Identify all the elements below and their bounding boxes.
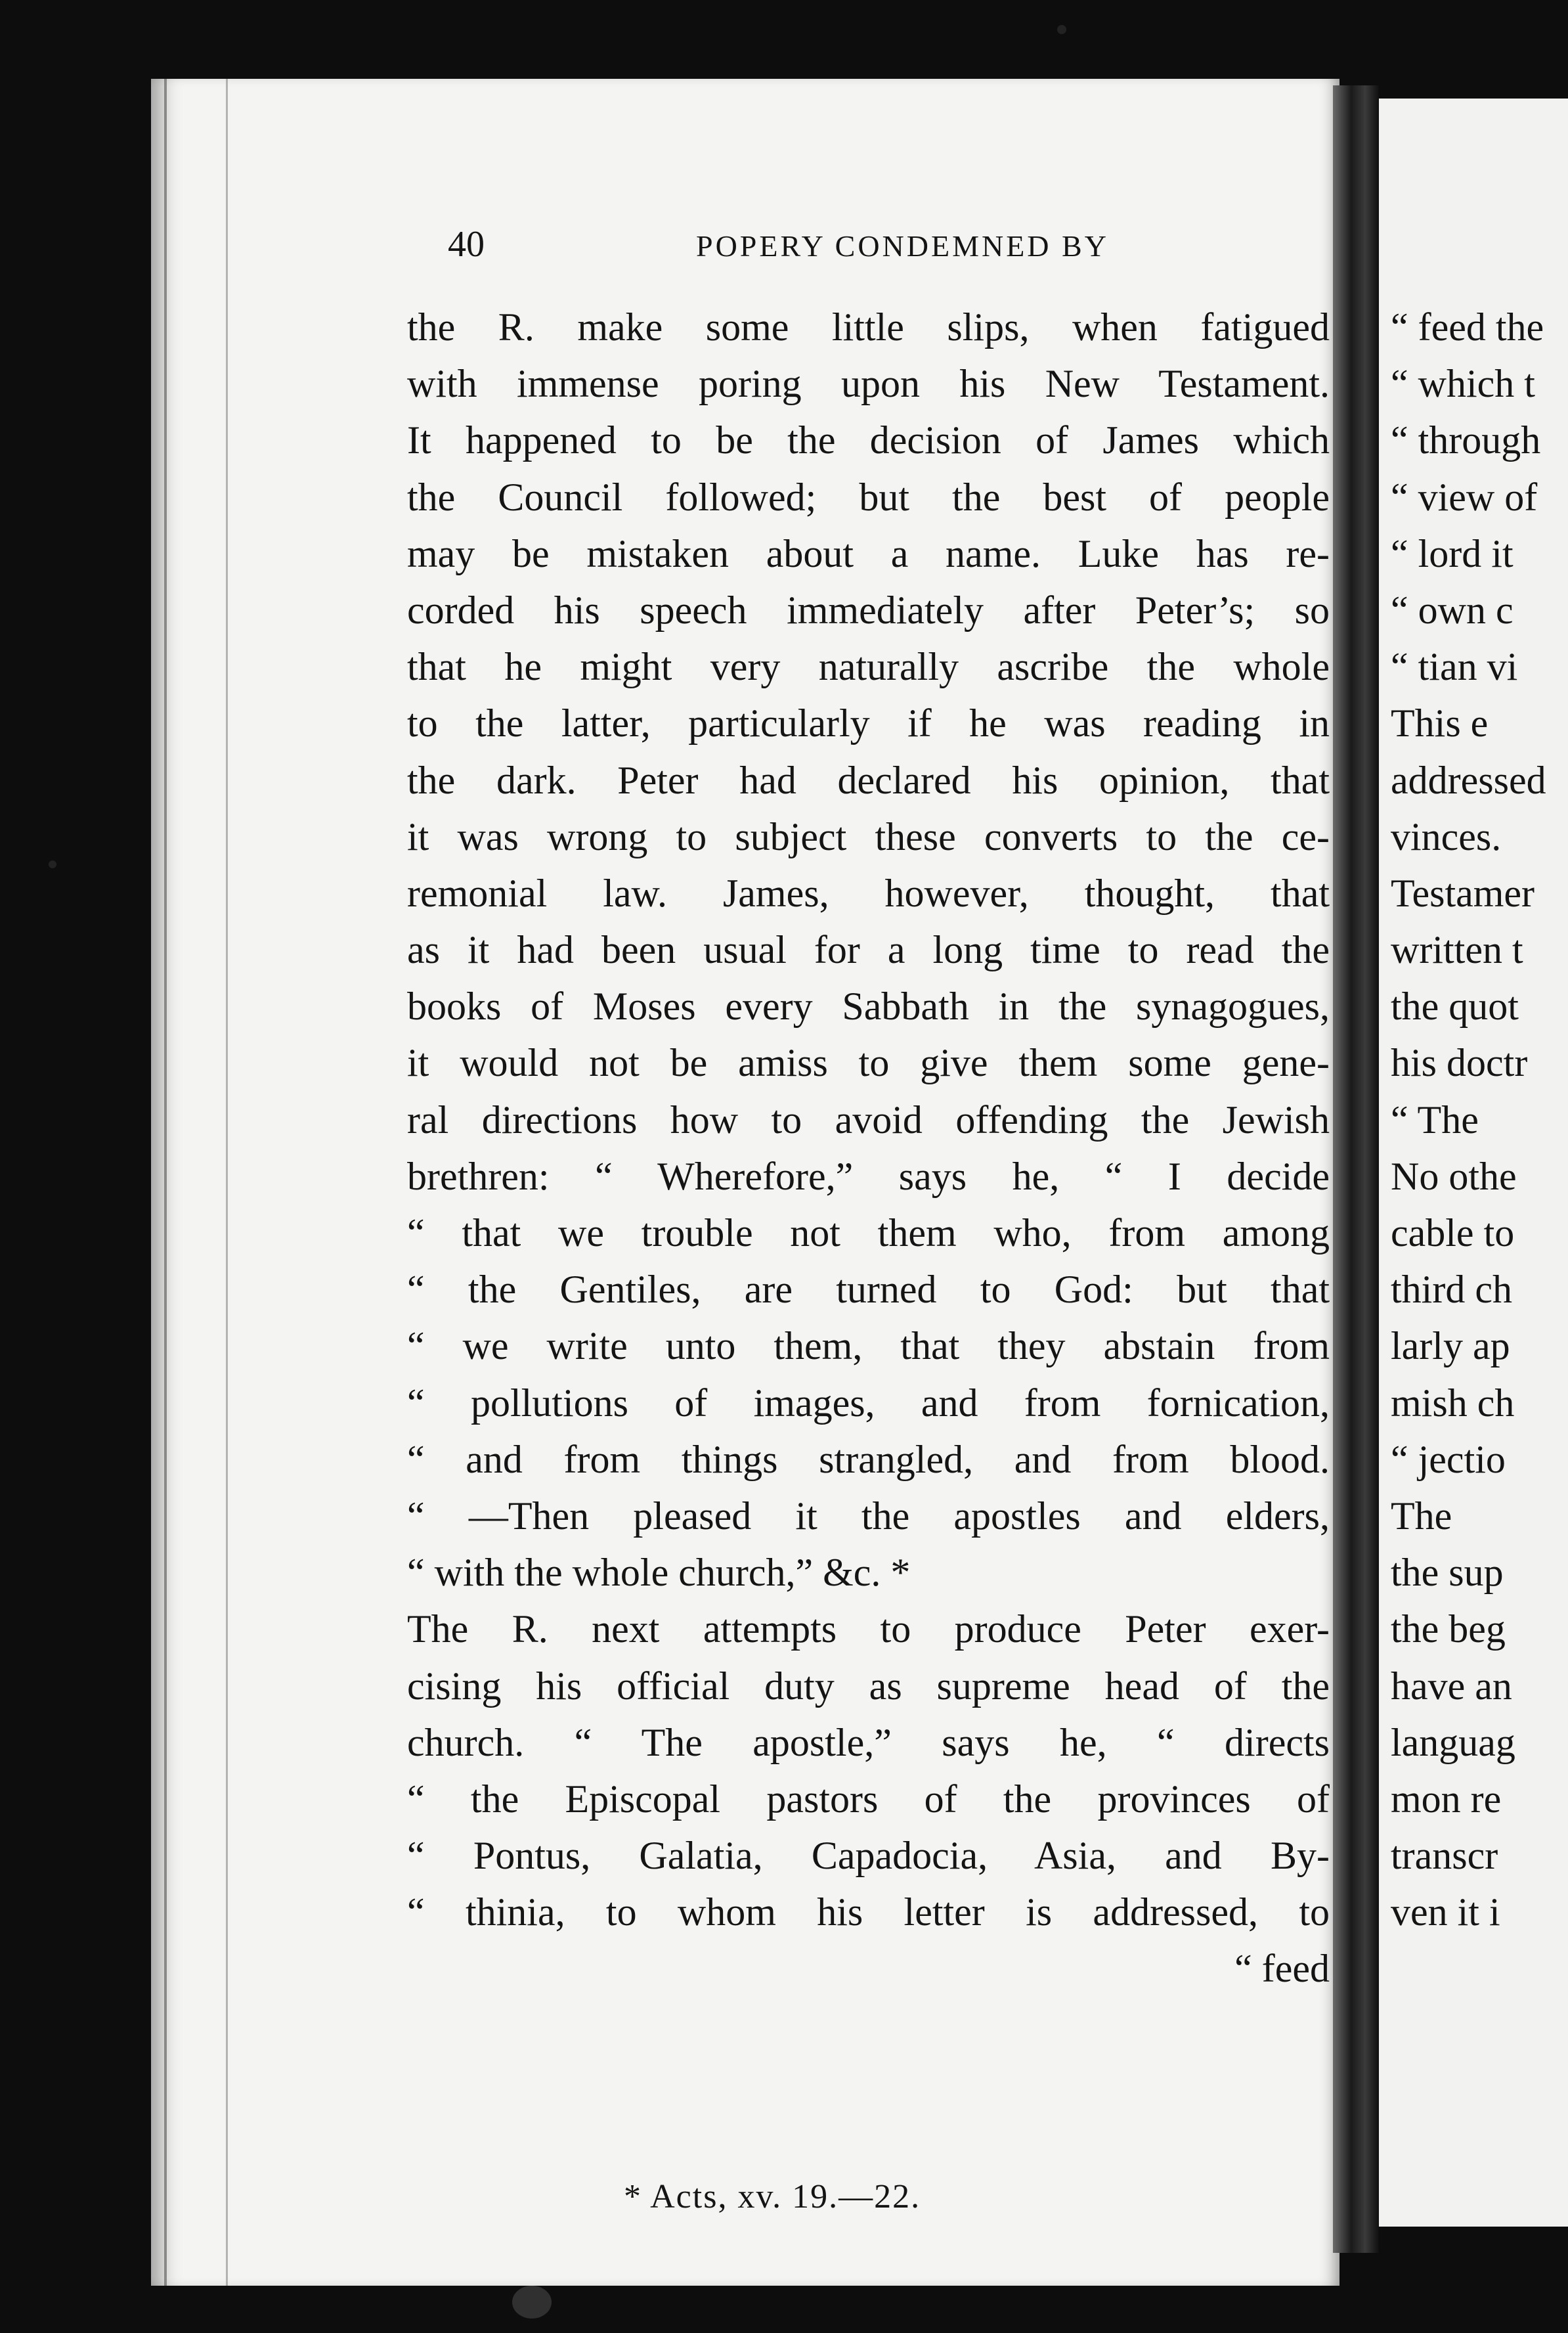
text-line: church. “ The apostle,” says he, “ directs xyxy=(407,1720,1330,1764)
text-line: “ pollutions of images, and from fornication, xyxy=(407,1381,1330,1425)
right-page-line: mon re xyxy=(1391,1777,1502,1821)
text-line: “ the Gentiles, are turned to God: but that xyxy=(407,1268,1330,1312)
text-line: “ thinia, to whom his letter is addressed, to xyxy=(407,1890,1330,1934)
right-page-line: have an xyxy=(1391,1664,1512,1708)
scan-speck xyxy=(1057,25,1066,34)
text-line: “ that we trouble not them who, from among xyxy=(407,1211,1330,1255)
book-gutter xyxy=(1333,85,1379,2253)
page-edge-shadow xyxy=(164,79,228,2286)
footnote: * Acts, xv. 19.—22. xyxy=(624,2178,921,2215)
text-line: cising his official duty as supreme head of the xyxy=(407,1664,1330,1708)
right-page-clip xyxy=(1379,99,1568,2227)
right-page-line: “ which t xyxy=(1391,362,1535,406)
right-page-line: “ The xyxy=(1391,1098,1479,1142)
right-page-line: the sup xyxy=(1391,1551,1504,1595)
right-page-line: mish ch xyxy=(1391,1381,1515,1425)
right-page-line: The xyxy=(1391,1494,1452,1538)
right-page-line: larly ap xyxy=(1391,1324,1510,1368)
text-line: “ the Episcopal pastors of the provinces of xyxy=(407,1777,1330,1821)
text-line: the R. make some little slips, when fatigued xyxy=(407,305,1330,349)
right-page-line: cable to xyxy=(1391,1211,1515,1255)
right-page-line: “ tian vi xyxy=(1391,645,1518,689)
text-line: remonial law. James, however, thought, that xyxy=(407,871,1330,915)
right-page-line: ven it i xyxy=(1391,1890,1500,1934)
text-line: corded his speech immediately after Peter’s; so xyxy=(407,588,1330,632)
text-line: It happened to be the decision of James which xyxy=(407,418,1330,462)
text-line: “ with the whole church,” &c. * xyxy=(407,1551,911,1595)
right-page-line: his doctr xyxy=(1391,1041,1528,1085)
running-head-text: POPERY CONDEMNED BY xyxy=(696,229,1109,263)
text-line: as it had been usual for a long time to read the xyxy=(407,928,1330,972)
right-page-line: Testamer xyxy=(1391,871,1535,915)
text-line: the dark. Peter had declared his opinion, that xyxy=(407,758,1330,802)
text-line: may be mistaken about a name. Luke has re- xyxy=(407,531,1330,575)
right-page-text xyxy=(1391,299,1568,1940)
right-page-line: addressed xyxy=(1391,758,1546,802)
right-page-line: “ through xyxy=(1391,418,1541,462)
right-page-line: This e xyxy=(1391,701,1489,745)
text-line: The R. next attempts to produce Peter exer- xyxy=(407,1607,1330,1651)
text-line: it would not be amiss to give them some gene- xyxy=(407,1041,1330,1085)
right-page-line: “ jectio xyxy=(1391,1437,1506,1481)
text-line: “ and from things strangled, and from blood. xyxy=(407,1437,1330,1481)
scan-speck xyxy=(49,860,56,868)
page-number: 40 xyxy=(448,224,485,265)
text-line: to the latter, particularly if he was reading in xyxy=(407,701,1330,745)
right-page-line: third ch xyxy=(1391,1268,1512,1312)
right-page-line: “ view of xyxy=(1391,475,1538,519)
text-line: brethren: “ Wherefore,” says he, “ I decide xyxy=(407,1154,1330,1198)
right-page-line: “ own c xyxy=(1391,588,1514,632)
right-page-line: the quot xyxy=(1391,985,1519,1029)
text-line: “ we write unto them, that they abstain from xyxy=(407,1324,1330,1368)
right-page-line: written t xyxy=(1391,928,1523,972)
right-page-line: No othe xyxy=(1391,1154,1517,1198)
text-line: “ —Then pleased it the apostles and elders, xyxy=(407,1494,1330,1538)
text-line: the Council followed; but the best of people xyxy=(407,475,1330,519)
right-page-line: languag xyxy=(1391,1720,1515,1764)
right-page-line: “ feed the xyxy=(1391,305,1544,349)
main-text-block xyxy=(407,299,1330,1997)
right-page-line: the beg xyxy=(1391,1607,1506,1651)
text-line: books of Moses every Sabbath in the synagogues, xyxy=(407,985,1330,1029)
text-line: with immense poring upon his New Testament. xyxy=(407,362,1330,406)
text-line: that he might very naturally ascribe the whole xyxy=(407,645,1330,689)
text-line: it was wrong to subject these converts to the ce- xyxy=(407,814,1330,858)
right-page-line: “ lord it xyxy=(1391,531,1514,575)
scan-speck xyxy=(512,2286,552,2319)
text-line: ral directions how to avoid offending the Jewish xyxy=(407,1098,1330,1142)
text-line: “ feed xyxy=(1234,1947,1330,1991)
text-line: “ Pontus, Galatia, Capadocia, Asia, and By- xyxy=(407,1834,1330,1878)
right-page-line: vinces. xyxy=(1391,814,1502,858)
right-page-line: transcr xyxy=(1391,1834,1498,1878)
